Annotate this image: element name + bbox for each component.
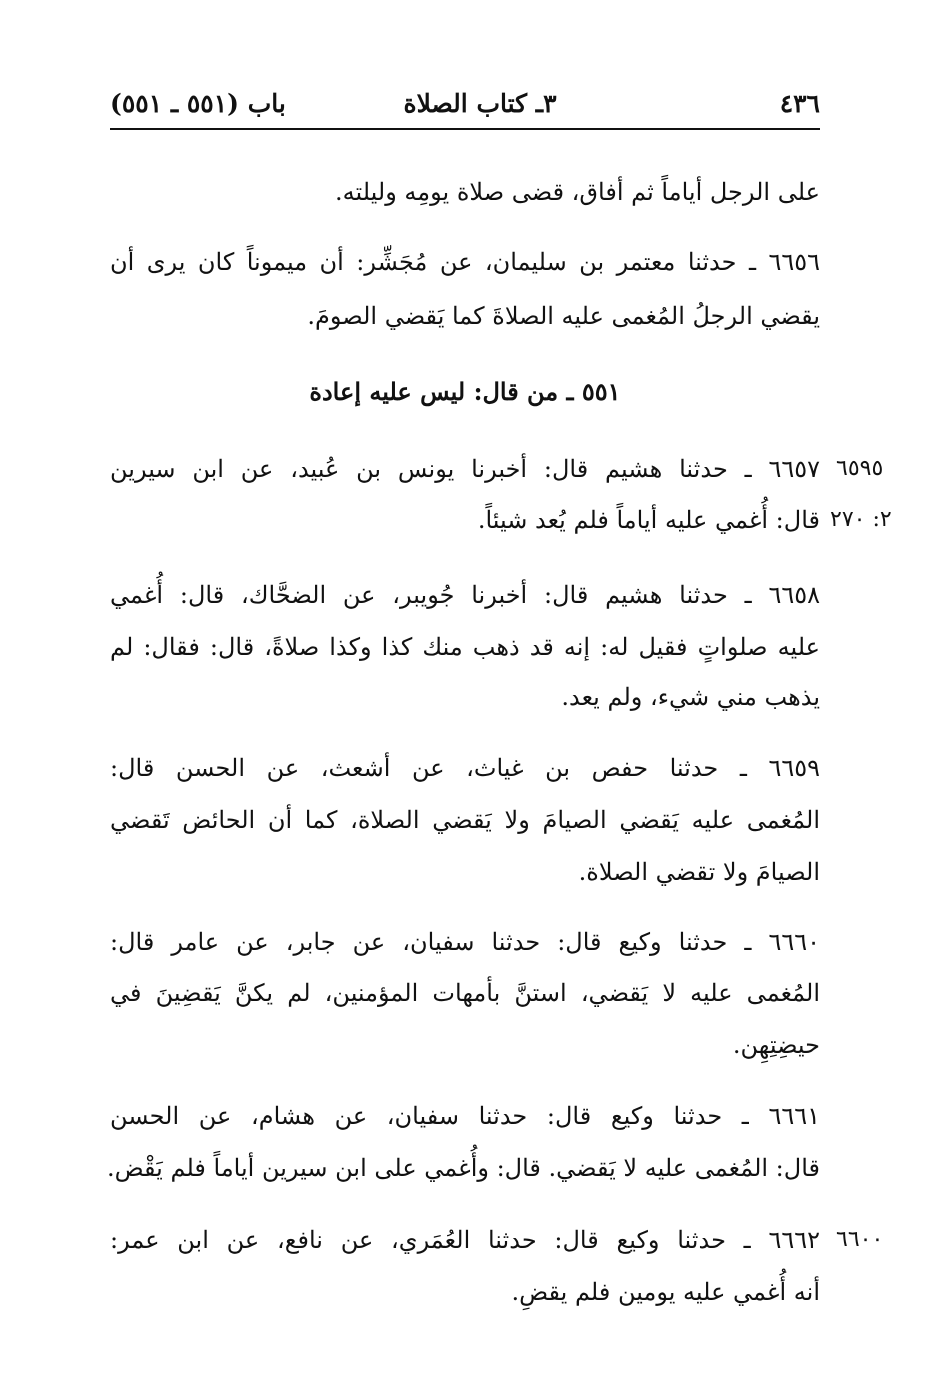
- text-line: على الرجل أياماً ثم أفاق، قضى صلاة يومِه وليلته.: [334, 178, 820, 206]
- hadith-6656-line-2: يقضي الرجلُ المُغمى عليه الصلاةَ كما يَقضي الصومَ.: [307, 302, 820, 330]
- hadith-6660-line-2: المُغمى عليه لا يَقضي، استنَّ بأمهات المؤمنين، لم يكنَّ يَقضِينَ في: [110, 979, 820, 1007]
- hadith-6658-line-3: يذهب مني شيء، ولم يعد.: [561, 683, 820, 711]
- page-number: ٤٣٦: [779, 89, 820, 118]
- hadith-6660-line-3: حيضِتِهِن.: [732, 1031, 820, 1059]
- hadith-6661-line-2: قال: المُغمى عليه لا يَقضي. قال: وأُغمي على ابن سيرين أياماً فلم يَقْض.: [107, 1154, 820, 1182]
- hadith-6662-line-1: ٦٦٦٢ ـ حدثنا وكيع قال: حدثنا العُمَري، عن نافع، عن ابن عمر:: [110, 1226, 820, 1254]
- hadith-6658-line-2: عليه صلواتٍ فقيل له: إنه قد ذهب منك كذا وكذا صلاةً، قال: فقال: لم: [110, 633, 820, 661]
- header-rule: [110, 128, 820, 130]
- hadith-6661-line-1: ٦٦٦١ ـ حدثنا وكيع قال: حدثنا سفيان، عن هشام، عن الحسن: [110, 1102, 820, 1130]
- section-title: ٥٥١ ـ من قال: ليس عليه إعادة: [309, 377, 621, 406]
- book-title: ٣ـ كتاب الصلاة: [403, 89, 557, 118]
- margin-note: ٦٦٠٠: [836, 1227, 884, 1252]
- hadith-6657-line-1: ٦٦٥٧ ـ حدثنا هشيم قال: أخبرنا يونس بن عُبيد، عن ابن سيرين: [110, 455, 820, 483]
- hadith-6659-line-3: الصيامَ ولا تقضي الصلاة.: [578, 858, 820, 886]
- hadith-6658-line-1: ٦٦٥٨ ـ حدثنا هشيم قال: أخبرنا جُويبر، عن الضحَّاك، قال: أُغمي: [110, 581, 820, 609]
- hadith-6659-line-1: ٦٦٥٩ ـ حدثنا حفص بن غياث، عن أشعث، عن الحسن قال:: [110, 754, 820, 782]
- margin-note: ٦٥٩٥: [836, 456, 884, 481]
- hadith-6659-line-2: المُغمى عليه يَقضي الصيامَ ولا يَقضي الصلاة، كما أن الحائض تَقضي: [110, 806, 820, 834]
- hadith-6656-line-1: ٦٦٥٦ ـ حدثنا معتمر بن سليمان، عن مُجَشِّر: أن ميموناً كان يرى أن: [110, 248, 820, 276]
- chapter-range: باب (٥٥١ ـ ٥٥١): [110, 89, 286, 118]
- hadith-6660-line-1: ٦٦٦٠ ـ حدثنا وكيع قال: حدثنا سفيان، عن جابر، عن عامر قال:: [110, 928, 820, 956]
- hadith-6662-line-2: أنه أُغمي عليه يومين فلم يقضِ.: [511, 1278, 820, 1306]
- margin-note: ٢: ٢٧٠: [830, 507, 892, 532]
- hadith-6657-line-2: قال: أُغمي عليه أياماً فلم يُعد شيئاً.: [477, 506, 820, 534]
